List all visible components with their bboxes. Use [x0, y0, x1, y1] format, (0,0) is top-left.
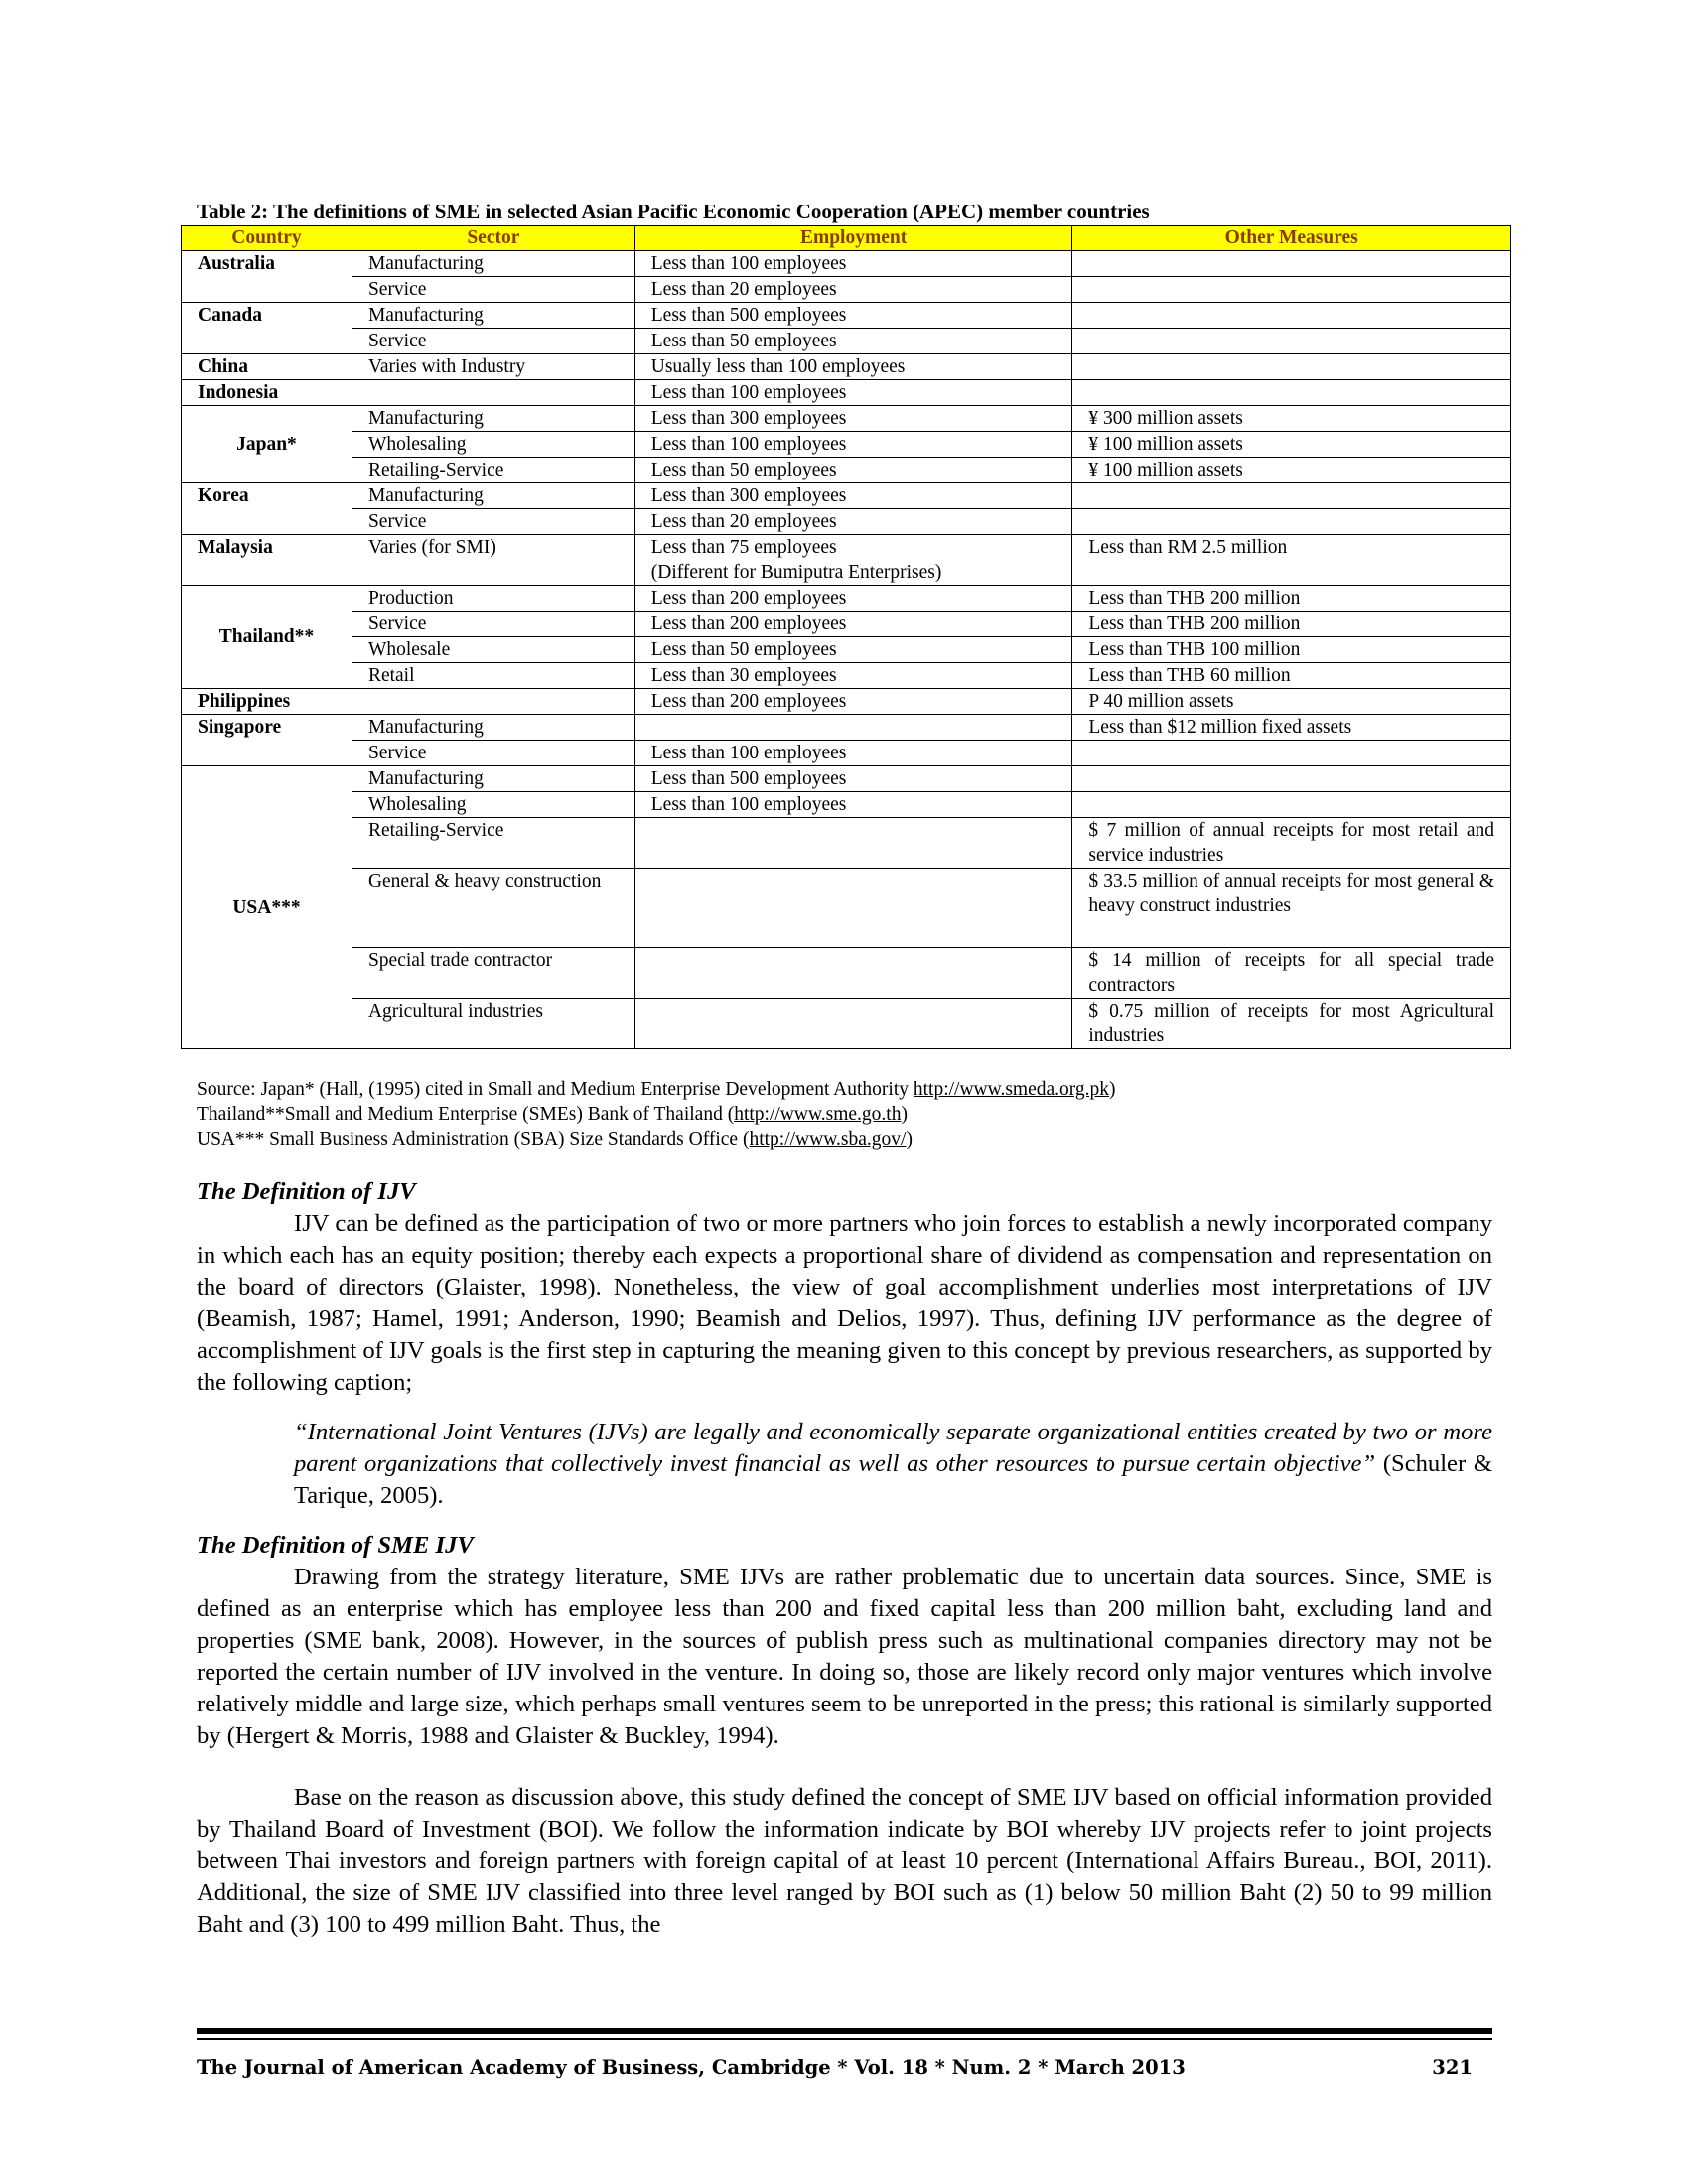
source-text-end: ) — [1109, 1079, 1116, 1100]
table-row — [182, 277, 1511, 303]
employment-cell: Usually less than 100 employees — [634, 354, 1072, 380]
employment-cell — [634, 999, 1072, 1049]
other-measures-cell: $ 14 million of receipts for all special trade contractors — [1072, 948, 1511, 999]
table-row — [182, 432, 1511, 458]
table-row — [182, 818, 1511, 869]
other-measures-cell: Less than $12 million fixed assets — [1072, 715, 1511, 741]
other-measures-cell: ¥ 100 million assets — [1072, 458, 1511, 483]
employment-cell: Less than 100 employees — [634, 251, 1072, 277]
table-row — [182, 483, 1511, 509]
table-row — [182, 303, 1511, 329]
table-row — [182, 329, 1511, 354]
sector-cell: Retailing-Service — [352, 818, 634, 869]
source-text-end: ) — [906, 1129, 913, 1150]
table-row — [182, 715, 1511, 741]
table-row — [182, 869, 1511, 948]
country-cell: Japan* — [182, 406, 352, 483]
header-country: Country — [182, 226, 352, 251]
other-measures-cell — [1072, 303, 1511, 329]
source-line-thailand — [197, 1102, 1507, 1127]
table-row — [182, 741, 1511, 766]
employment-cell — [634, 818, 1072, 869]
employment-line: Less than 75 employees — [650, 537, 837, 558]
sector-cell: Service — [352, 612, 634, 637]
sector-cell: Varies (for SMI) — [352, 535, 634, 586]
table-row — [182, 999, 1511, 1049]
other-measures-cell — [1072, 329, 1511, 354]
employment-cell: Less than 50 employees — [634, 458, 1072, 483]
sme-definitions-table — [181, 225, 1511, 1049]
employment-cell: Less than 500 employees — [634, 766, 1072, 792]
other-measures-cell: Less than THB 200 million — [1072, 612, 1511, 637]
quote-citation: (Schuler & Tarique, 2005). — [294, 1450, 1492, 1509]
sector-cell: Manufacturing — [352, 251, 634, 277]
employment-cell: Less than 300 employees — [634, 483, 1072, 509]
employment-cell: Less than 20 employees — [634, 509, 1072, 535]
table-row — [182, 458, 1511, 483]
quote-text: “International Joint Ventures (IJVs) are legally and economically separate organizational entities created by two or more parent organizations that collectively invest financial as well as other resources to pursue certain objective” — [294, 1419, 1492, 1477]
other-measures-cell — [1072, 251, 1511, 277]
table-row — [182, 689, 1511, 715]
country-cell: USA*** — [182, 766, 352, 1049]
sector-cell: Wholesaling — [352, 792, 634, 818]
country-cell: Canada — [182, 303, 352, 354]
employment-cell: Less than 200 employees — [634, 586, 1072, 612]
source-link-sme-bank[interactable]: http://www.sme.go.th — [734, 1104, 902, 1125]
employment-cell: Less than 100 employees — [634, 380, 1072, 406]
other-measures-cell: P 40 million assets — [1072, 689, 1511, 715]
country-cell: Thailand** — [182, 586, 352, 689]
other-measures-cell: $ 33.5 million of annual receipts for most general & heavy construct industries — [1072, 869, 1511, 948]
table-row — [182, 535, 1511, 586]
footer-rule-thick — [197, 2028, 1492, 2034]
sector-cell: Production — [352, 586, 634, 612]
footer-rule-thin — [197, 2038, 1492, 2040]
sector-cell: Manufacturing — [352, 715, 634, 741]
source-text: USA*** Small Business Administration (SBA) Size Standards Office ( — [197, 1129, 750, 1150]
sector-cell — [352, 380, 634, 406]
employment-cell: Less than 500 employees — [634, 303, 1072, 329]
other-measures-cell: Less than THB 60 million — [1072, 663, 1511, 689]
table-row — [182, 509, 1511, 535]
other-measures-cell: ¥ 300 million assets — [1072, 406, 1511, 432]
other-measures-cell — [1072, 792, 1511, 818]
paragraph-ijv-definition: IJV can be defined as the participation of two or more partners who join forces to establish a newly incorporated company in which each has an equity position; thereby each expects a proportional share of dividend as compensation and representation on the board of directors (Glaister, 1998). Nonetheless, the view of goal accomplishment underlies most interpretations of IJV (Beamish, 1987; Hamel, 1991; Anderson, 1990; Beamish and Delios, 1997). Thus, defining IJV performance as the degree of accomplishment of IJV goals is the first step in capturing the meaning given to this concept by previous researchers, as supported by the following caption; — [197, 1210, 1492, 1396]
sector-cell: Service — [352, 509, 634, 535]
sector-cell: Wholesaling — [352, 432, 634, 458]
table-row — [182, 251, 1511, 277]
employment-cell: Less than 100 employees — [634, 741, 1072, 766]
header-employment: Employment — [634, 226, 1072, 251]
employment-cell — [634, 948, 1072, 999]
employment-cell — [634, 869, 1072, 948]
sector-cell: Wholesale — [352, 637, 634, 663]
table-row — [182, 354, 1511, 380]
body-text — [197, 1176, 1492, 1941]
sector-cell: Manufacturing — [352, 766, 634, 792]
country-cell: Philippines — [182, 689, 352, 715]
table-row — [182, 612, 1511, 637]
table-caption: Table 2: The definitions of SME in selected Asian Pacific Economic Cooperation (APEC) member countries — [197, 200, 1150, 223]
country-cell: Singapore — [182, 715, 352, 766]
source-text: Thailand**Small and Medium Enterprise (SMEs) Bank of Thailand ( — [197, 1104, 735, 1125]
sector-cell: Special trade contractor — [352, 948, 634, 999]
other-measures-cell: Less than THB 100 million — [1072, 637, 1511, 663]
employment-cell — [634, 715, 1072, 741]
page-number: 321 — [1432, 2056, 1473, 2079]
country-cell: China — [182, 354, 352, 380]
employment-cell: Less than 50 employees — [634, 329, 1072, 354]
employment-cell: Less than 300 employees — [634, 406, 1072, 432]
header-other-measures: Other Measures — [1072, 226, 1511, 251]
table-row — [182, 637, 1511, 663]
source-link-smeda[interactable]: http://www.smeda.org.pk — [913, 1079, 1110, 1100]
section-heading-sme-ijv: The Definition of SME IJV — [197, 1532, 474, 1559]
source-link-sba[interactable]: http://www.sba.gov/ — [749, 1129, 907, 1150]
table-row — [182, 792, 1511, 818]
block-quote — [294, 1417, 1492, 1512]
other-measures-cell — [1072, 354, 1511, 380]
employment-cell: Less than 100 employees — [634, 432, 1072, 458]
employment-cell: Less than 50 employees — [634, 637, 1072, 663]
header-sector: Sector — [352, 226, 634, 251]
source-text-end: ) — [901, 1104, 908, 1125]
table-row — [182, 948, 1511, 999]
other-measures-cell — [1072, 277, 1511, 303]
employment-cell — [634, 535, 1072, 586]
paragraph-sme-ijv-2: Base on the reason as discussion above, this study defined the concept of SME IJV based on official information provided by Thailand Board of Investment (BOI). We follow the information indicate by BOI whereby IJV projects refer to joint projects between Thai investors and foreign partners with foreign capital of at least 10 percent (International Affairs Bureau., BOI, 2011). Additional, the size of SME IJV classified into three level ranged by BOI such as (1) below 50 million Baht (2) 50 to 99 million Baht and (3) 100 to 499 million Baht. Thus, the — [197, 1784, 1492, 1938]
sector-cell: Manufacturing — [352, 303, 634, 329]
table-row — [182, 663, 1511, 689]
sector-cell: General & heavy construction — [352, 869, 634, 948]
table-row — [182, 406, 1511, 432]
employment-cell: Less than 200 employees — [634, 689, 1072, 715]
other-measures-cell — [1072, 741, 1511, 766]
other-measures-cell: $ 7 million of annual receipts for most retail and service industries — [1072, 818, 1511, 869]
source-text: Source: Japan* (Hall, (1995) cited in Small and Medium Enterprise Development Authority — [197, 1079, 914, 1100]
source-line-japan — [197, 1077, 1507, 1102]
table-row — [182, 586, 1511, 612]
table-header-row — [182, 226, 1511, 251]
sector-cell: Retailing-Service — [352, 458, 634, 483]
table-row — [182, 380, 1511, 406]
other-measures-cell — [1072, 380, 1511, 406]
sector-cell: Retail — [352, 663, 634, 689]
sector-cell: Manufacturing — [352, 406, 634, 432]
country-cell: Korea — [182, 483, 352, 535]
sector-cell: Service — [352, 329, 634, 354]
employment-cell: Less than 20 employees — [634, 277, 1072, 303]
other-measures-cell: ¥ 100 million assets — [1072, 432, 1511, 458]
other-measures-cell — [1072, 509, 1511, 535]
journal-citation: The Journal of American Academy of Business, Cambridge * Vol. 18 * Num. 2 * March 2013 — [197, 2056, 1186, 2079]
sector-cell: Varies with Industry — [352, 354, 634, 380]
other-measures-cell — [1072, 766, 1511, 792]
sector-cell — [352, 689, 634, 715]
sector-cell: Service — [352, 741, 634, 766]
source-line-usa — [197, 1127, 1507, 1152]
employment-cell: Less than 200 employees — [634, 612, 1072, 637]
country-cell: Indonesia — [182, 380, 352, 406]
employment-cell: Less than 30 employees — [634, 663, 1072, 689]
other-measures-cell: $ 0.75 million of receipts for most Agricultural industries — [1072, 999, 1511, 1049]
sector-cell: Manufacturing — [352, 483, 634, 509]
other-measures-cell: Less than THB 200 million — [1072, 586, 1511, 612]
employment-note: (Different for Bumiputra Enterprises) — [650, 562, 942, 583]
other-measures-cell: Less than RM 2.5 million — [1072, 535, 1511, 586]
paragraph-sme-ijv-1: Drawing from the strategy literature, SME IJVs are rather problematic due to uncertain data sources. Since, SME is defined as an enterprise which has employee less than 200 and fixed capital less than 200 million baht, excluding land and properties (SME bank, 2008). However, in the sources of publish press such as multinational companies directory may not be reported the certain number of IJV involved in the venture. In doing so, those are likely record only major ventures which involve relatively middle and large size, which perhaps small ventures seem to be unreported in the press; this rational is similarly supported by (Hergert & Morris, 1988 and Glaister & Buckley, 1994). — [197, 1564, 1492, 1749]
sector-cell: Service — [352, 277, 634, 303]
table-row — [182, 766, 1511, 792]
table-sources — [197, 1077, 1507, 1152]
sector-cell: Agricultural industries — [352, 999, 634, 1049]
employment-cell: Less than 100 employees — [634, 792, 1072, 818]
other-measures-cell — [1072, 483, 1511, 509]
country-cell: Malaysia — [182, 535, 352, 586]
section-heading-ijv: The Definition of IJV — [197, 1178, 416, 1205]
country-cell: Australia — [182, 251, 352, 303]
